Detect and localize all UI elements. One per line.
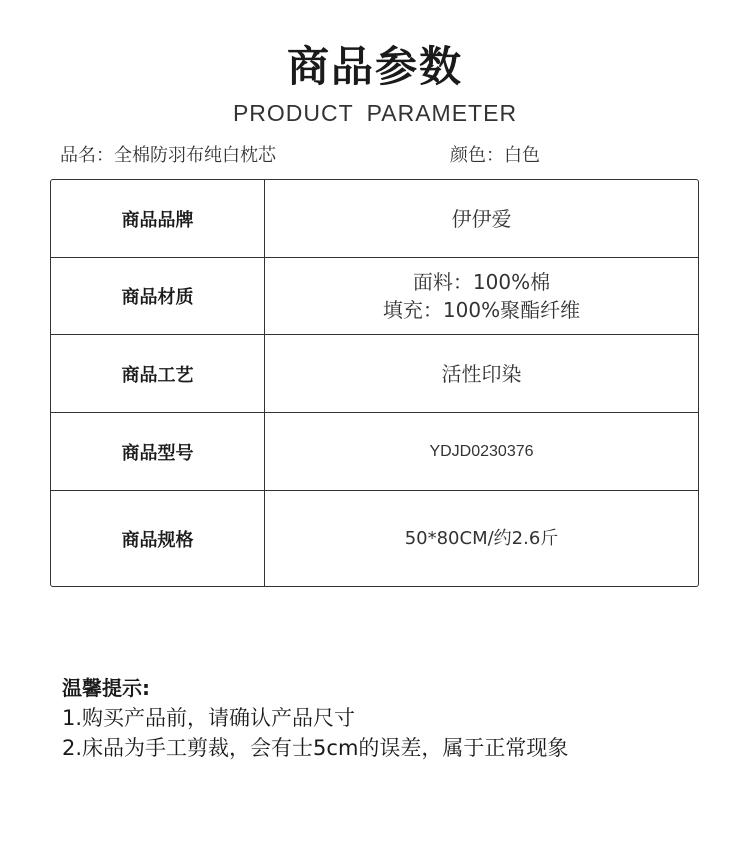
parameter-table [50, 179, 699, 587]
brand-value: 伊伊爱 [451, 206, 512, 231]
table-row-spec [51, 491, 698, 586]
row-value-model [265, 413, 698, 490]
table-row-material [51, 258, 698, 335]
tips-title: 温馨提示: [62, 676, 150, 700]
row-label-brand: 商品品牌 [51, 180, 265, 257]
row-label-model: 商品型号 [51, 413, 265, 490]
tips-line-2: 2.床品为手工剪裁，会有士5cm的误差，属于正常现象 [62, 736, 569, 760]
table-row-brand [51, 180, 698, 258]
spec-value: 50*80CM/约2.6斤 [404, 527, 559, 549]
row-value-brand [265, 180, 698, 257]
model-value: YDJD0230376 [429, 442, 534, 460]
product-name: 品名：全棉防羽布纯白枕芯 [60, 145, 276, 166]
row-value-material [265, 258, 698, 334]
row-value-craft [265, 335, 698, 412]
tips-section [62, 673, 568, 763]
page-subtitle: PRODUCT PARAMETER [232, 100, 518, 126]
row-value-spec [265, 491, 698, 586]
material-fabric: 面料：100%棉 [412, 270, 551, 294]
material-filling: 填充：100%聚酯纤维 [382, 298, 581, 322]
row-label-material: 商品材质 [51, 258, 265, 334]
row-label-craft: 商品工艺 [51, 335, 265, 412]
page-title: 商品参数 [286, 42, 463, 91]
product-color: 颜色：白色 [450, 145, 540, 166]
table-row-craft [51, 335, 698, 413]
table-row-model [51, 413, 698, 491]
tips-line-1: 1.购买产品前，请确认产品尺寸 [62, 706, 356, 730]
craft-value: 活性印染 [441, 361, 522, 386]
row-label-spec: 商品规格 [51, 491, 265, 586]
